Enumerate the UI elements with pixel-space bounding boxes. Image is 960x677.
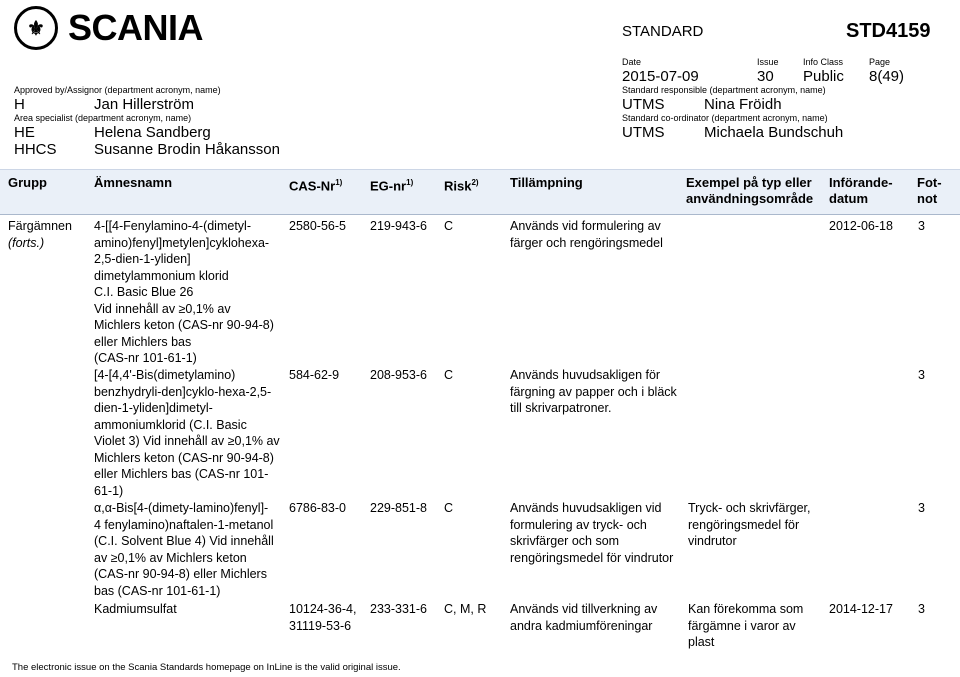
row-risk: C [444, 368, 454, 382]
row-name-line: dimetylammonium klorid [94, 268, 229, 283]
row-eg: 208-953-6 [370, 368, 427, 382]
col-header-fotnot: Fot- not [917, 175, 942, 206]
row-app [510, 500, 673, 566]
row-app-line: Används huvudsakligen för [510, 368, 661, 382]
std-coordinator-label: Standard co-ordinator (department acronym, name) [622, 113, 828, 123]
specialist-name: Susanne Brodin Håkansson [94, 141, 280, 158]
row-name-line: eller Michlers bas (CAS-nr 101- [94, 467, 269, 481]
row-name-line: 2,5-dien-1-yliden] [94, 252, 191, 266]
row-example-line: vindrutor [688, 534, 737, 548]
row-name [94, 367, 280, 499]
row-name-line: Michlers keton (CAS-nr 90-94-8) [94, 450, 274, 465]
row-example-line: rengöringsmedel för [688, 517, 800, 532]
row-name-line: benzhydryli-den]cyklo-hexa-2,5- [94, 384, 272, 399]
row-name-line: (CAS-nr 90-94-8) eller Michlers [94, 567, 267, 581]
col-header-exempel: Exempel på typ eller användningsområde [686, 175, 814, 206]
col-header-cas: CAS-Nr$^{1)}$ [289, 178, 343, 194]
row-note: 3 [918, 602, 925, 616]
row-app [510, 218, 663, 251]
responsible-dept: UTMS [622, 96, 665, 113]
row-example-line: Tryck- och skrivfärger, [688, 501, 811, 515]
row-name-line: ammoniumklorid (C.I. Basic [94, 417, 247, 432]
col-header-inforande: Införande- datum [829, 175, 893, 206]
row-example [688, 500, 810, 550]
row-cas-line: 6786-83-0 [289, 501, 346, 515]
row-name-line: Michlers keton (CAS-nr 90-94-8) [94, 318, 274, 332]
row-app-line: Används vid formulering av [510, 219, 661, 233]
col-header-grupp: Grupp [8, 175, 47, 190]
row-app-line: skrivfärger och som [510, 534, 620, 548]
col-header-tillampning: Tillämpning [510, 175, 583, 190]
row-cas [289, 218, 346, 235]
row-cas-line: 2580-56-5 [289, 219, 346, 233]
row-name-line: Vid innehåll av ≥0,1% av [94, 301, 231, 316]
row-eg: 229-851-8 [370, 501, 427, 515]
row-risk: C [444, 501, 454, 515]
row-name-line: bas (CAS-nr 101-61-1) [94, 583, 221, 598]
issue-value: 30 [757, 68, 774, 85]
row-name-line: 61-1) [94, 483, 124, 498]
row-name-line: av ≥0,1% av Michlers keton [94, 550, 247, 565]
row-name-line: 4-[[4-Fenylamino-4-(dimetyl- [94, 219, 251, 233]
row-date: 2012-06-18 [829, 219, 893, 233]
row-app [510, 367, 677, 417]
row-app-line: Används huvudsakligen vid [510, 501, 662, 515]
row-cas-line: 31119-53-6 [289, 618, 352, 633]
approver-dept: H [14, 96, 25, 113]
row-note: 3 [918, 219, 925, 233]
row-name-line: amino)fenyl]metylen]cyklohexa- [94, 235, 270, 250]
specialist-dept: HHCS [14, 141, 57, 158]
row-note: 3 [918, 501, 925, 515]
info-class-value: Public [803, 68, 844, 85]
approved-by-label: Approved by/Assignor (department acronym, name) [14, 85, 221, 95]
griffin-emblem-icon: ⚜ [14, 6, 58, 50]
row-app [510, 601, 657, 634]
scania-logo [14, 6, 203, 50]
row-note: 3 [918, 368, 925, 382]
std-responsible-label: Standard responsible (department acronym, name) [622, 85, 826, 95]
row-cas [289, 367, 339, 384]
row-cas-line: 10124-36-4, [289, 602, 357, 616]
row-date: 2014-12-17 [829, 602, 893, 616]
row-example-line: plast [688, 635, 715, 649]
row-app-line: Används vid tillverkning av [510, 602, 658, 616]
row-name-line: (C.I. Solvent Blue 4) Vid innehåll [94, 534, 274, 548]
brand-name: SCANIA [68, 7, 204, 48]
row-name-line: Violet 3) Vid innehåll av ≥0,1% av [94, 434, 280, 448]
footer-note: The electronic issue on the Scania Standards homepage on InLine is the valid original issue. [12, 662, 401, 673]
doc-type: STANDARD [622, 23, 704, 40]
responsible-name: Nina Fröidh [704, 96, 782, 113]
row-name-line: [4-[4,4'-Bis(dimetylamino) [94, 368, 236, 382]
row-name-line: C.I. Basic Blue 26 [94, 285, 194, 299]
row-app-line: rengöringsmedel för vindrutor [510, 550, 674, 565]
row-name-line: α,α-Bis[4-(dimety-lamino)fenyl]- [94, 501, 269, 515]
row-name-line: 4 fenylamino)naftalen-1-metanol [94, 517, 274, 532]
row-name-line: Kadmiumsulfat [94, 602, 177, 616]
row-name [94, 218, 274, 367]
page-label: Page [869, 57, 891, 67]
issue-label: Issue [757, 57, 779, 67]
specialist-dept: HE [14, 124, 35, 141]
row-risk: C [444, 219, 454, 233]
date-label: Date [622, 57, 642, 67]
row-example-line: färgämne i varor av [688, 618, 796, 633]
area-specialist-label: Area specialist (department acronym, name) [14, 113, 192, 123]
specialist-name: Helena Sandberg [94, 124, 211, 141]
date-value: 2015-07-09 [622, 68, 699, 85]
coordinator-dept: UTMS [622, 124, 665, 141]
row-cas [289, 500, 346, 517]
page-value: 8(49) [869, 68, 905, 85]
row-app-line: färger och rengöringsmedel [510, 235, 663, 250]
coordinator-name: Michaela Bundschuh [704, 124, 844, 141]
row-name-line: (CAS-nr 101-61-1) [94, 351, 197, 365]
row-risk: C, M, R [444, 602, 487, 616]
row-example [688, 601, 803, 651]
row-name-line: eller Michlers bas [94, 334, 192, 349]
approver-name: Jan Hillerström [94, 96, 195, 113]
row-name-line: dien-1-yliden]dimetyl- [94, 401, 213, 415]
col-header-risk: Risk$^{2)}$ [444, 178, 479, 194]
info-class-label: Info Class [803, 57, 844, 67]
row-name [94, 500, 274, 599]
row-cas-line: 584-62-9 [289, 368, 340, 382]
row-eg: 233-331-6 [370, 602, 427, 616]
row-app-line: andra kadmiumföreningar [510, 618, 653, 633]
group-cell: Färgämnen (forts.) [8, 219, 72, 250]
row-app-line: till skrivarpatroner. [510, 401, 612, 415]
row-cas [289, 601, 356, 634]
row-example-line: Kan förekomma som [688, 602, 804, 616]
row-name [94, 601, 177, 618]
col-header-eg: $EG-nr^{1)}$ [370, 178, 414, 194]
col-header-amnesnamn: Ämnesnamn [94, 175, 173, 190]
doc-id: STD4159 [846, 20, 931, 42]
row-app-line: formulering av tryck- och [510, 517, 647, 532]
row-eg: 219-943-6 [370, 219, 427, 233]
row-app-line: färgning av papper och i bläck [510, 384, 677, 399]
